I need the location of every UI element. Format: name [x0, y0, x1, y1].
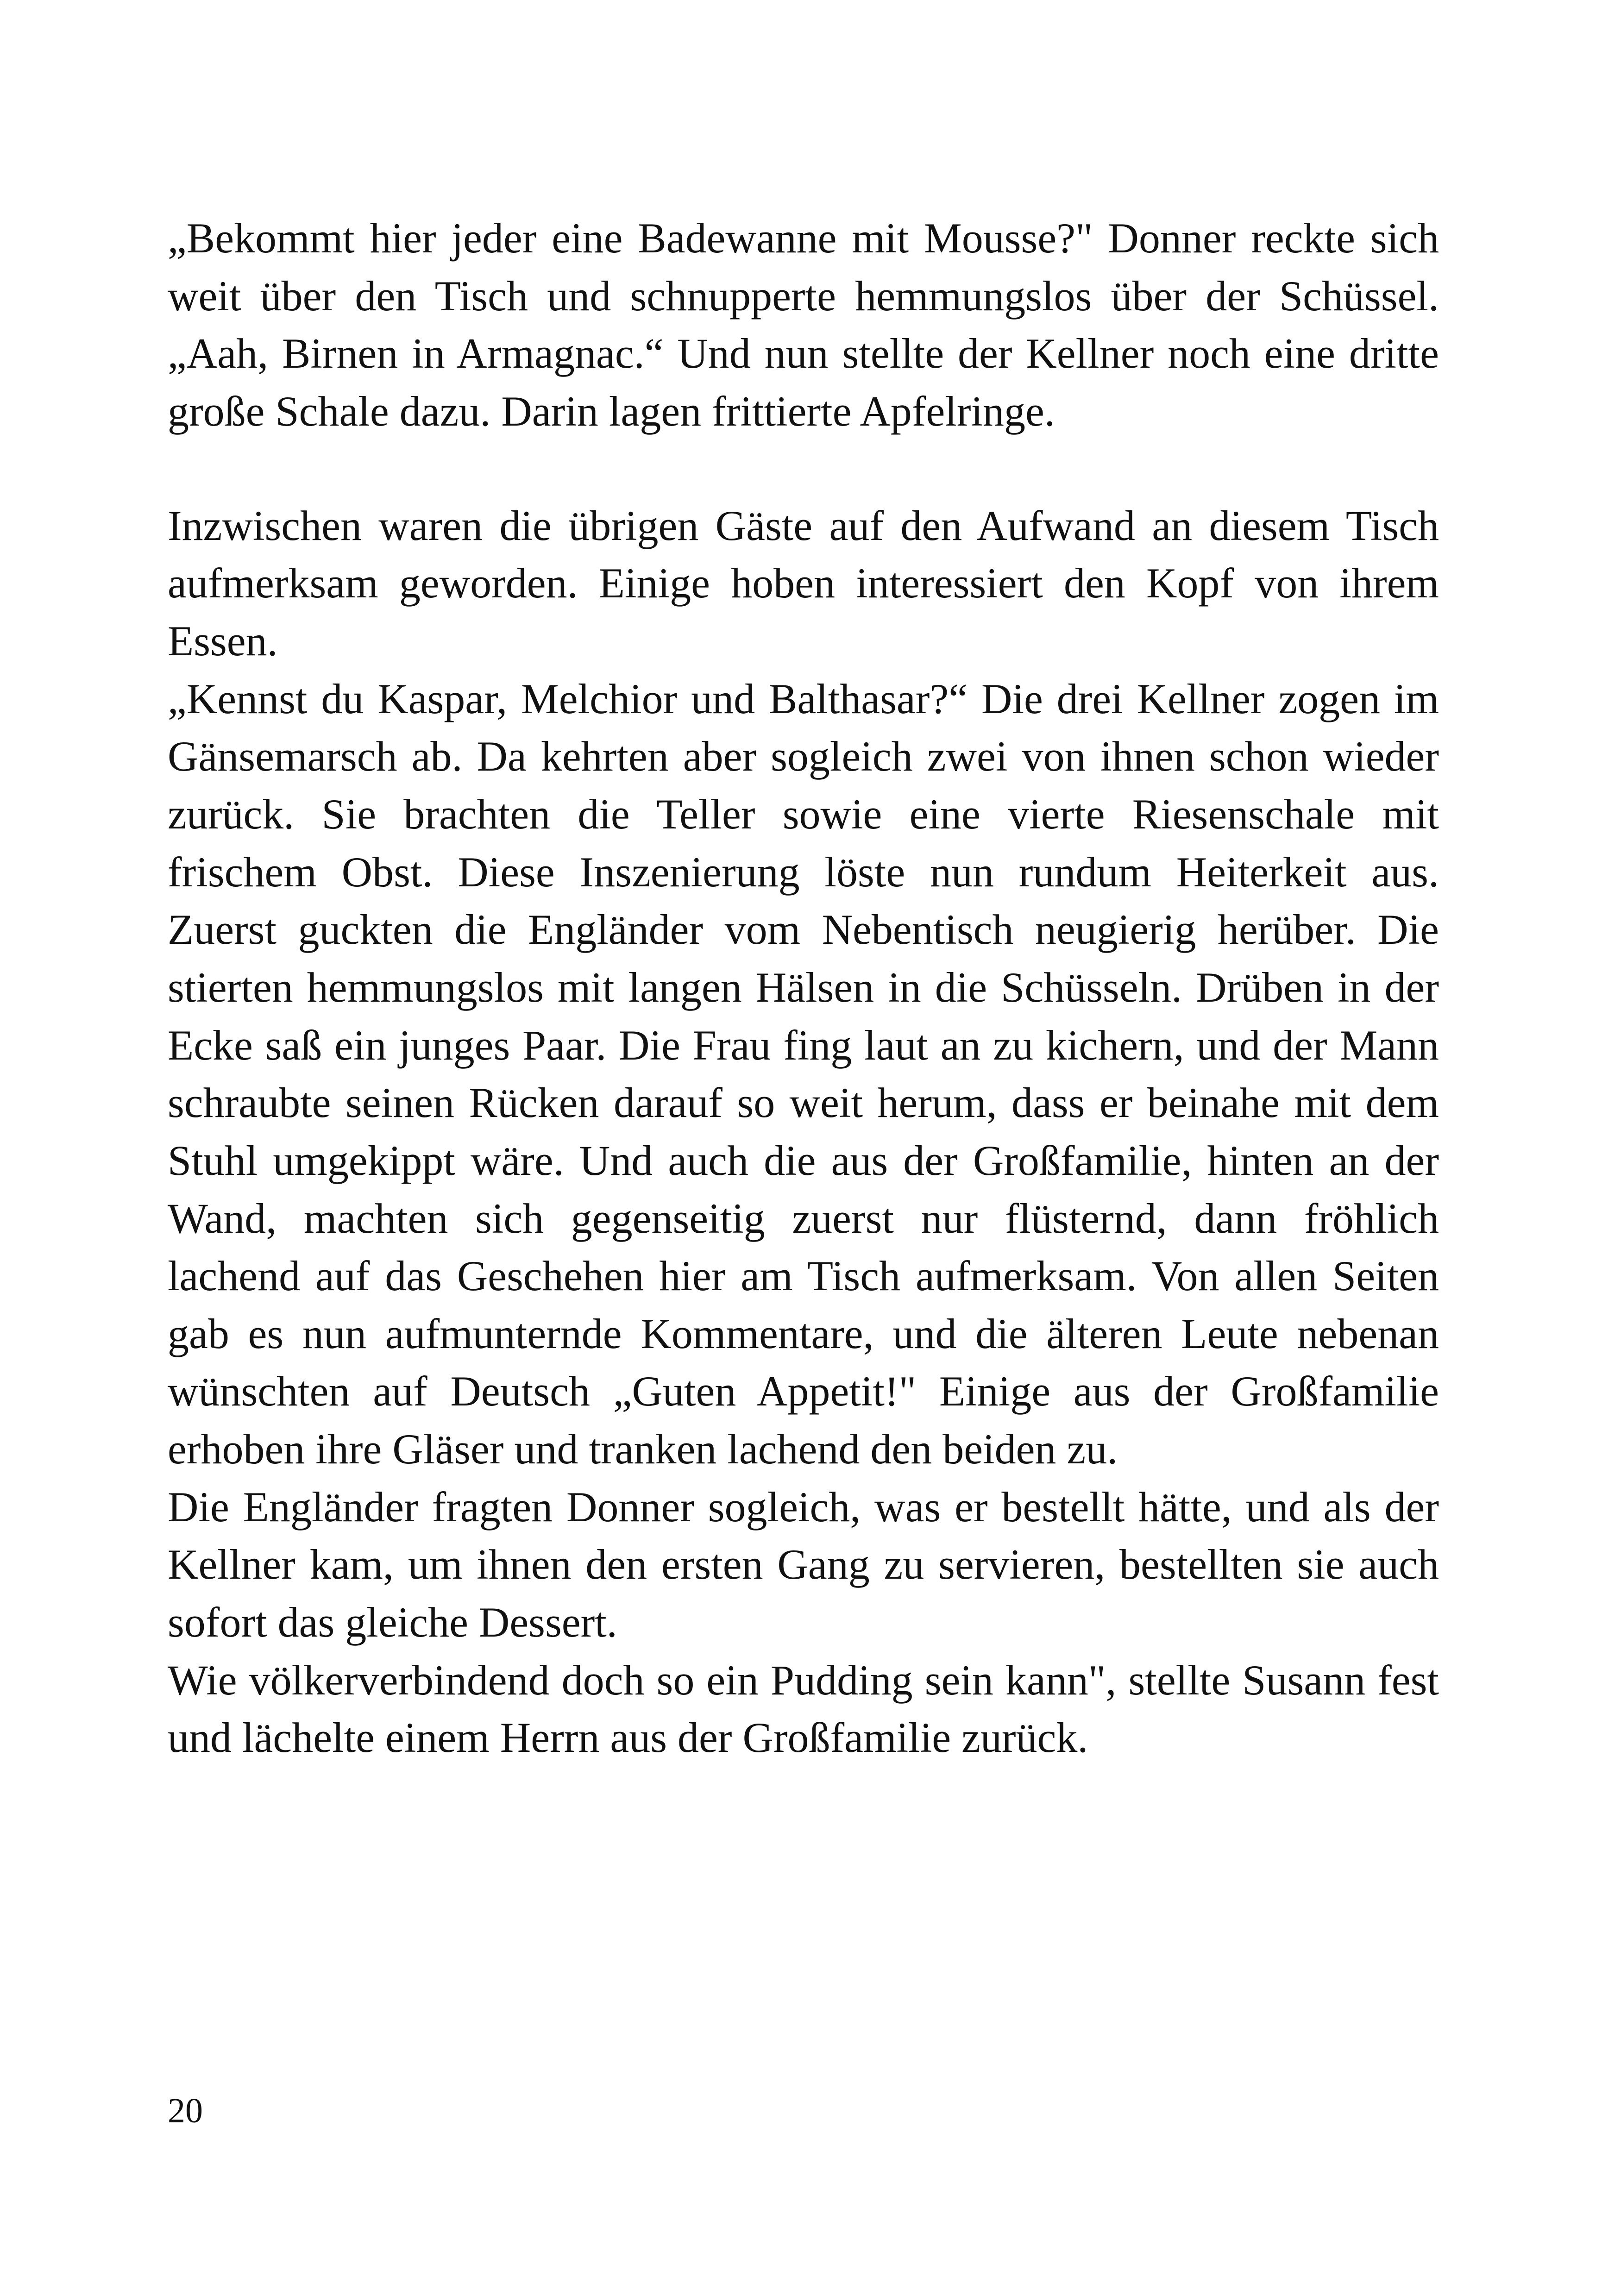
- paragraph: Die Engländer fragten Donner sogleich, was er bestellt hätte, und als der Kellner kam, um ihnen den ersten Gang zu servieren, bestellten sie auch sofort das gleiche Dessert.: [168, 1483, 1439, 1646]
- paragraph: „Kennst du Kaspar, Melchior und Balthasar?“ Die drei Kellner zogen im Gänsemarsch ab. Da kehrten aber sogleich zwei von ihnen schon wieder zurück. Sie brachten die Teller sowie eine vierte Riesenschale mit frischem Obst. Diese Inszenierung löste nun rundum Heiterkeit aus. Zuerst guckten die Engländer vom Nebentisch neugierig herüber. Die stierten hemmungslos mit langen Hälsen in die Schüsseln. Drüben in der Ecke saß ein junges Paar. Die Frau fing laut an zu kichern, und der Mann schraubte seinen Rücken darauf so weit herum, dass er beinahe mit dem Stuhl umgekippt wäre. Und auch die aus der Großfamilie, hinten an der Wand, machten sich gegenseitig zuerst nur flüsternd, dann fröhlich lachend auf das Geschehen hier am Tisch aufmerksam. Von allen Seiten gab es nun aufmunternde Kommentare, und die älteren Leute nebenan wünschten auf Deutsch „Guten Appetit!" Einige aus der Großfamilie erhoben ihre Gläser und tranken lachend den beiden zu.: [168, 675, 1439, 1473]
- paragraph: Inzwischen waren die übrigen Gäste auf den Aufwand an diesem Tisch aufmerksam geworden. Einige hoben interessiert den Kopf von ihrem Essen.: [168, 502, 1439, 665]
- body-text: [168, 209, 1439, 1767]
- paragraph: Wie völkerverbindend doch so ein Pudding sein kann", stellte Susann fest und lächelte einem Herrn aus der Großfamilie zurück.: [168, 1656, 1439, 1762]
- paragraph: „Bekommt hier jeder eine Badewanne mit Mousse?" Donner reckte sich weit über den Tisch und schnupperte hemmungslos über der Schüssel. „Aah, Birnen in Armagnac.“ Und nun stellte der Kellner noch eine dritte große Schale dazu. Darin lagen frittierte Apfelringe.: [168, 214, 1439, 435]
- page-number: 20: [168, 2091, 203, 2130]
